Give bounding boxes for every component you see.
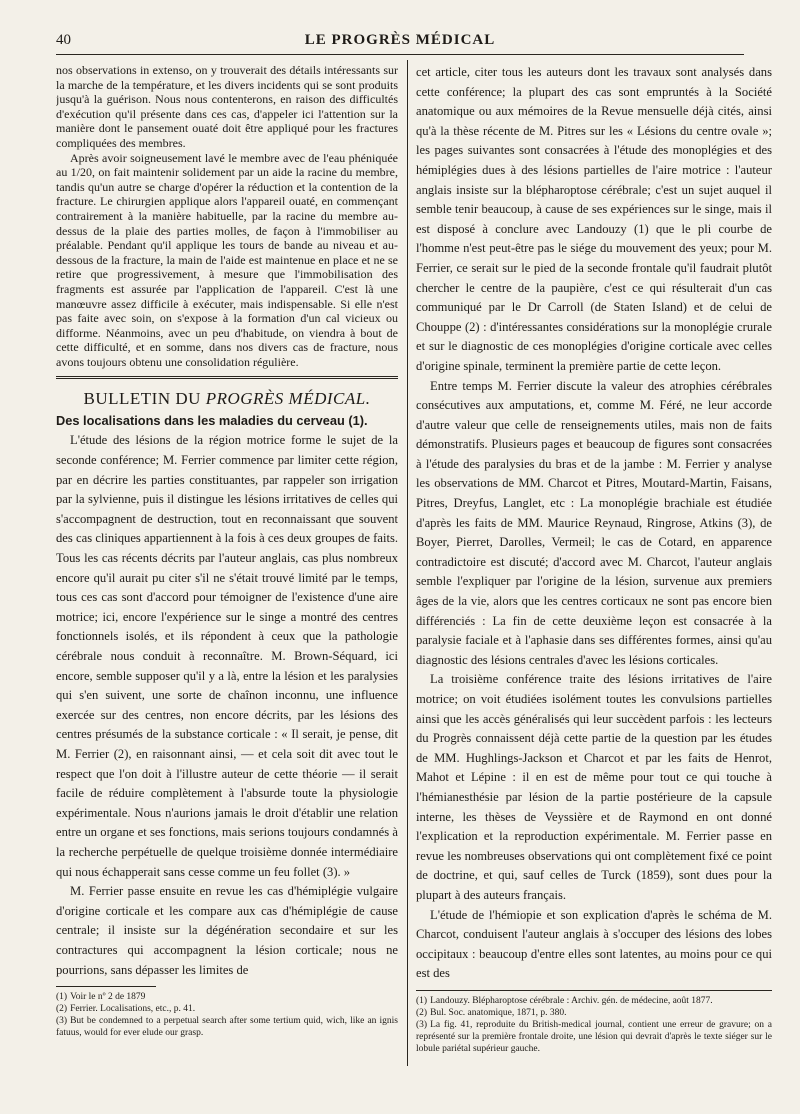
left-footnote-3 bbox=[56, 1015, 398, 1039]
left-footnote-2 bbox=[56, 1003, 398, 1015]
right-paragraph-1: cet article, citer tous les auteurs dont les travaux sont analysés dans cette conférence; la plupart des cas sont empruntés à la Société anatomique ou aux mémoires de la Revue mensuelle déjà cités, ainsi qu'à la thèse récente de M. Pitres sur les « Lésions du centre ovale »; les pages suivantes sont consacrées à l'étude des monoplégies et des hémiplégies dues à des lésions partielles de l'aire motrice : l'auteur anglais insiste sur la blépharoptose cérébrale; c'est un sujet auquel il semble tenir beaucoup, à cause de ses expériences sur le singe, mais il est disposé à conclure avec Landouzy (1) que le pli courbe de l'homme n'est peut-être pas le siége du mouvement des yeux; pour M. Ferrier, ce serait sur le pied de la seconde frontale qu'il faudrait plutôt chercher le centre de la paupière, c'est ce qui résulterait d'un cas communiqué par le Dr Carroll (de Staten Island) et de celui de Chouppe (2) : d'intéressantes considérations sur la monoplégie crurale et sur le diagnostic de ces monoplégies d'origine corticale avec celles d'origine spinale, terminent la première partie de cette leçon. bbox=[416, 65, 772, 373]
left-column bbox=[56, 63, 398, 1063]
footnote-number: (1) bbox=[416, 995, 428, 1006]
bulletin-title-brand: PROGRÈS MÉDICAL. bbox=[205, 389, 371, 409]
footnote-text: Voir le nº 2 de 1879 bbox=[70, 992, 146, 1003]
journal-title: LE PROGRÈS MÉDICAL bbox=[304, 32, 496, 48]
left-paragraph-3: L'étude des lésions de la région motrice forme le sujet de la seconde conférence; M. Ferrier commence par limiter cette région, par en décrire les parties constituantes, par rappeler son irrigation par la sylvienne, puis il distingue les lésions irritatives de celles qui s'accompagnent de destruction, tout en reconnaissant que souvent des cas cliniques appartiennent à la fois à ces deux groupes de faits. Tous les cas récents décrits par l'auteur anglais, cas plus nombreux encore qu'il aurait pu citer s'il ne s'était trouvé limité par le temps, tous ces cas sont d'accord pour témoigner de l'existence d'une aire motrice; ici, encore l'expérience sur le singe a montré des centres fonctionnels isolés, et ils répondent à ceux que la pathologie cérébrale nous conduit à reconnaître. M. Brown-Séquard, ici encore, semble supposer qu'il y a là, entre la lésion et les paralysies qui s'en suivent, une sorte de chaînon inconnu, une influence exercée sur des centres, non encore décrits, par les lésions des centres présumés de la substance corticale : « Il serait, je pense, dit M. Ferrier (2), en raisonnant ainsi, — et cela soit dit avec tout le respect que l'on doit à l'illustre auteur de cette théorie — il serait facile de réduire complètement à l'absurde toute la physiologie expérimentale. Nous n'aurions jamais le droit d'établir une relation entre un organe et ses fonctions, mais serions toujours condamnés à la recherche perpétuelle de quelque troisième donnée intermédiaire qui nous échapperait sans cesse comme un feu follet (3). » bbox=[56, 433, 398, 879]
right-paragraph-4: L'étude de l'hémiopie et son explication d'après le schéma de M. Charcot, conduisent l'auteur anglais à s'occuper des lésions des lobes occipitaux : beaucoup d'entre elles sont latentes, au moins pour ce qui est des bbox=[416, 907, 772, 981]
footnote-text: La fig. 41, reproduite du British-medical journal, contient une erreur de gravure; on a représenté sur la première frontale droite, une lésion qui devrait d'après le texte siéger sur le lobule pariétal supérieur gauche. bbox=[416, 1019, 772, 1054]
footnote-text: Bul. Soc. anatomique, 1871, p. 380. bbox=[430, 1007, 567, 1018]
footnote-number: (3) bbox=[416, 1019, 428, 1030]
bulletin-title-prefix: BULLETIN DU bbox=[83, 389, 201, 409]
page-number: 40 bbox=[56, 32, 71, 48]
right-footnote-rule bbox=[416, 990, 772, 991]
footnote-number: (3) bbox=[56, 1016, 68, 1027]
left-paragraph-4: M. Ferrier passe ensuite en revue les cas d'hémiplégie vulgaire d'origine corticale et les compare aux cas d'hémiplégie de cause centrale; il insiste sur la dégénération secondaire et sur les contractures qui accompagnent la lésion corticale; nous ne pourrions, sans dépasser les limites de bbox=[56, 884, 398, 977]
footnote-number: (2) bbox=[56, 1004, 68, 1015]
right-paragraph-3: La troisième conférence traite des lésions irritatives de l'aire motrice; on voit étudiées isolément toutes les convulsions partielles ainsi que les accès généralisés qui leur succèdent parfois : les lecteurs du Progrès connaissent déjà cette partie de la question par les études de MM. Hughlings-Jackson et Charcot et par les faits de Henrot, Mahot et Lépine : il en est de même pour tout ce qui touche à l'hémianesthésie par lésion de la partie postérieure de la capsule interne, les thèses de Veyssière et de Raymond en ont donné l'explication et la reproduction expérimentale. M. Ferrier passe en revue les nombreuses observations qui ont complètement fixé ce point de doctrine, et qui, sauf celles de Turck (1859), sont dues pour la plupart à des auteurs français. bbox=[416, 672, 772, 902]
left-paragraph-1: nos observations in extenso, on y trouverait des détails intéressants sur la marche de la température, et les divers incidents qui se sont produits jusqu'à la guérison. Nous nous contenterons, en raison des difficultés d'exécution qu'il présente dans ces cas, d'appeler ici l'attention sur la manière dont le pansement ouaté doit être appliqué pour les fractures compliquées des membres. bbox=[56, 63, 398, 150]
header-rule bbox=[56, 54, 744, 55]
right-paragraph-2: Entre temps M. Ferrier discute la valeur des atrophies cérébrales consécutives aux amputations, et, comme M. Féré, ne leur accorde d'autre valeur que celle de renseignements utiles, mais non de faits démonstratifs. Plusieurs pages et beaucoup de figures sont consacrées à l'étude des paralysies du bras et de la jambe : M. Ferrier y analyse les observations de MM. Charcot et Pitres, Moutard-Martin, Faisans, Pitres, Dreyfus, Langlet, etc : La monoplégie brachiale est étudiée d'après les faits de MM. Maurice Reynaud, Ringrose, Atkins (3), de Boyer, Pierret, Darolles, Vermeil; le cas de Cotard, en apparence contradictoire est discuté; d'accord avec M. Charcot, l'auteur anglais semble l'expliquer par l'origine de la lésion, survenue aux premiers âges de la vie, alors que les centres corticaux ne sont pas encore bien différenciés : La fin de cette deuxième leçon est consacrée à la paralysie faciale et à l'aphasie dans ses différentes formes, ainsi qu'au diagnostic des lésions centrales d'avec les lésions corticales. bbox=[416, 378, 772, 667]
article-heading: Des localisations dans les maladies du cerveau (1). bbox=[56, 413, 368, 429]
right-footnote-3 bbox=[416, 1019, 772, 1055]
column-divider bbox=[407, 60, 408, 1066]
right-column bbox=[416, 63, 772, 1068]
running-head bbox=[56, 32, 744, 54]
footnote-text: Ferrier. Localisations, etc., p. 41. bbox=[70, 1004, 196, 1015]
left-footnote-rule bbox=[56, 986, 156, 987]
footnote-number: (2) bbox=[416, 1007, 428, 1018]
footnote-text: But be condemned to a perpetual search after some tertium quid, wich, like an ignis fatuus, would for ever elude our grasp. bbox=[56, 1016, 398, 1039]
footnote-text: Landouzy. Blépharoptose cérébrale : Archiv. gén. de médecine, août 1877. bbox=[430, 995, 713, 1006]
right-footnote-2 bbox=[416, 1007, 772, 1019]
right-footnote-1 bbox=[416, 995, 772, 1007]
bulletin-title bbox=[56, 389, 398, 409]
left-paragraph-2: Après avoir soigneusement lavé le membre avec de l'eau phéniquée au 1/20, on fait maintenir solidement par un aide la racine du membre, tandis qu'un autre se charge d'opérer la réduction et la contention de la fracture. Le chirurgien applique alors l'appareil ouaté, en commençant contrairement à la manière habituelle, par la racine du membre au-dessus de la plaie des parties molles, de façon à l'immobiliser au préalable. Pendant qu'il applique les tours de bande au niveau et au-dessous de la fracture, la main de l'aide est maintenue en place et ne se retire que progressivement, à mesure que l'immobilisation des fragments est assurée par l'application de l'appareil. C'est là une manœuvre assez difficile à exécuter, mais indispensable. Si elle n'est pas faite avec soin, on s'expose à la formation d'un cal vicieux ou difforme. Néanmoins, avec un peu d'habitude, on viendra à bout de cette difficulté, et en somme, dans nos divers cas de fracture, nous avons toujours obtenu une consolidation régulière. bbox=[56, 150, 398, 369]
footnote-number: (1) bbox=[56, 992, 68, 1003]
left-footnote-1 bbox=[56, 991, 398, 1003]
section-double-rule bbox=[56, 376, 398, 379]
